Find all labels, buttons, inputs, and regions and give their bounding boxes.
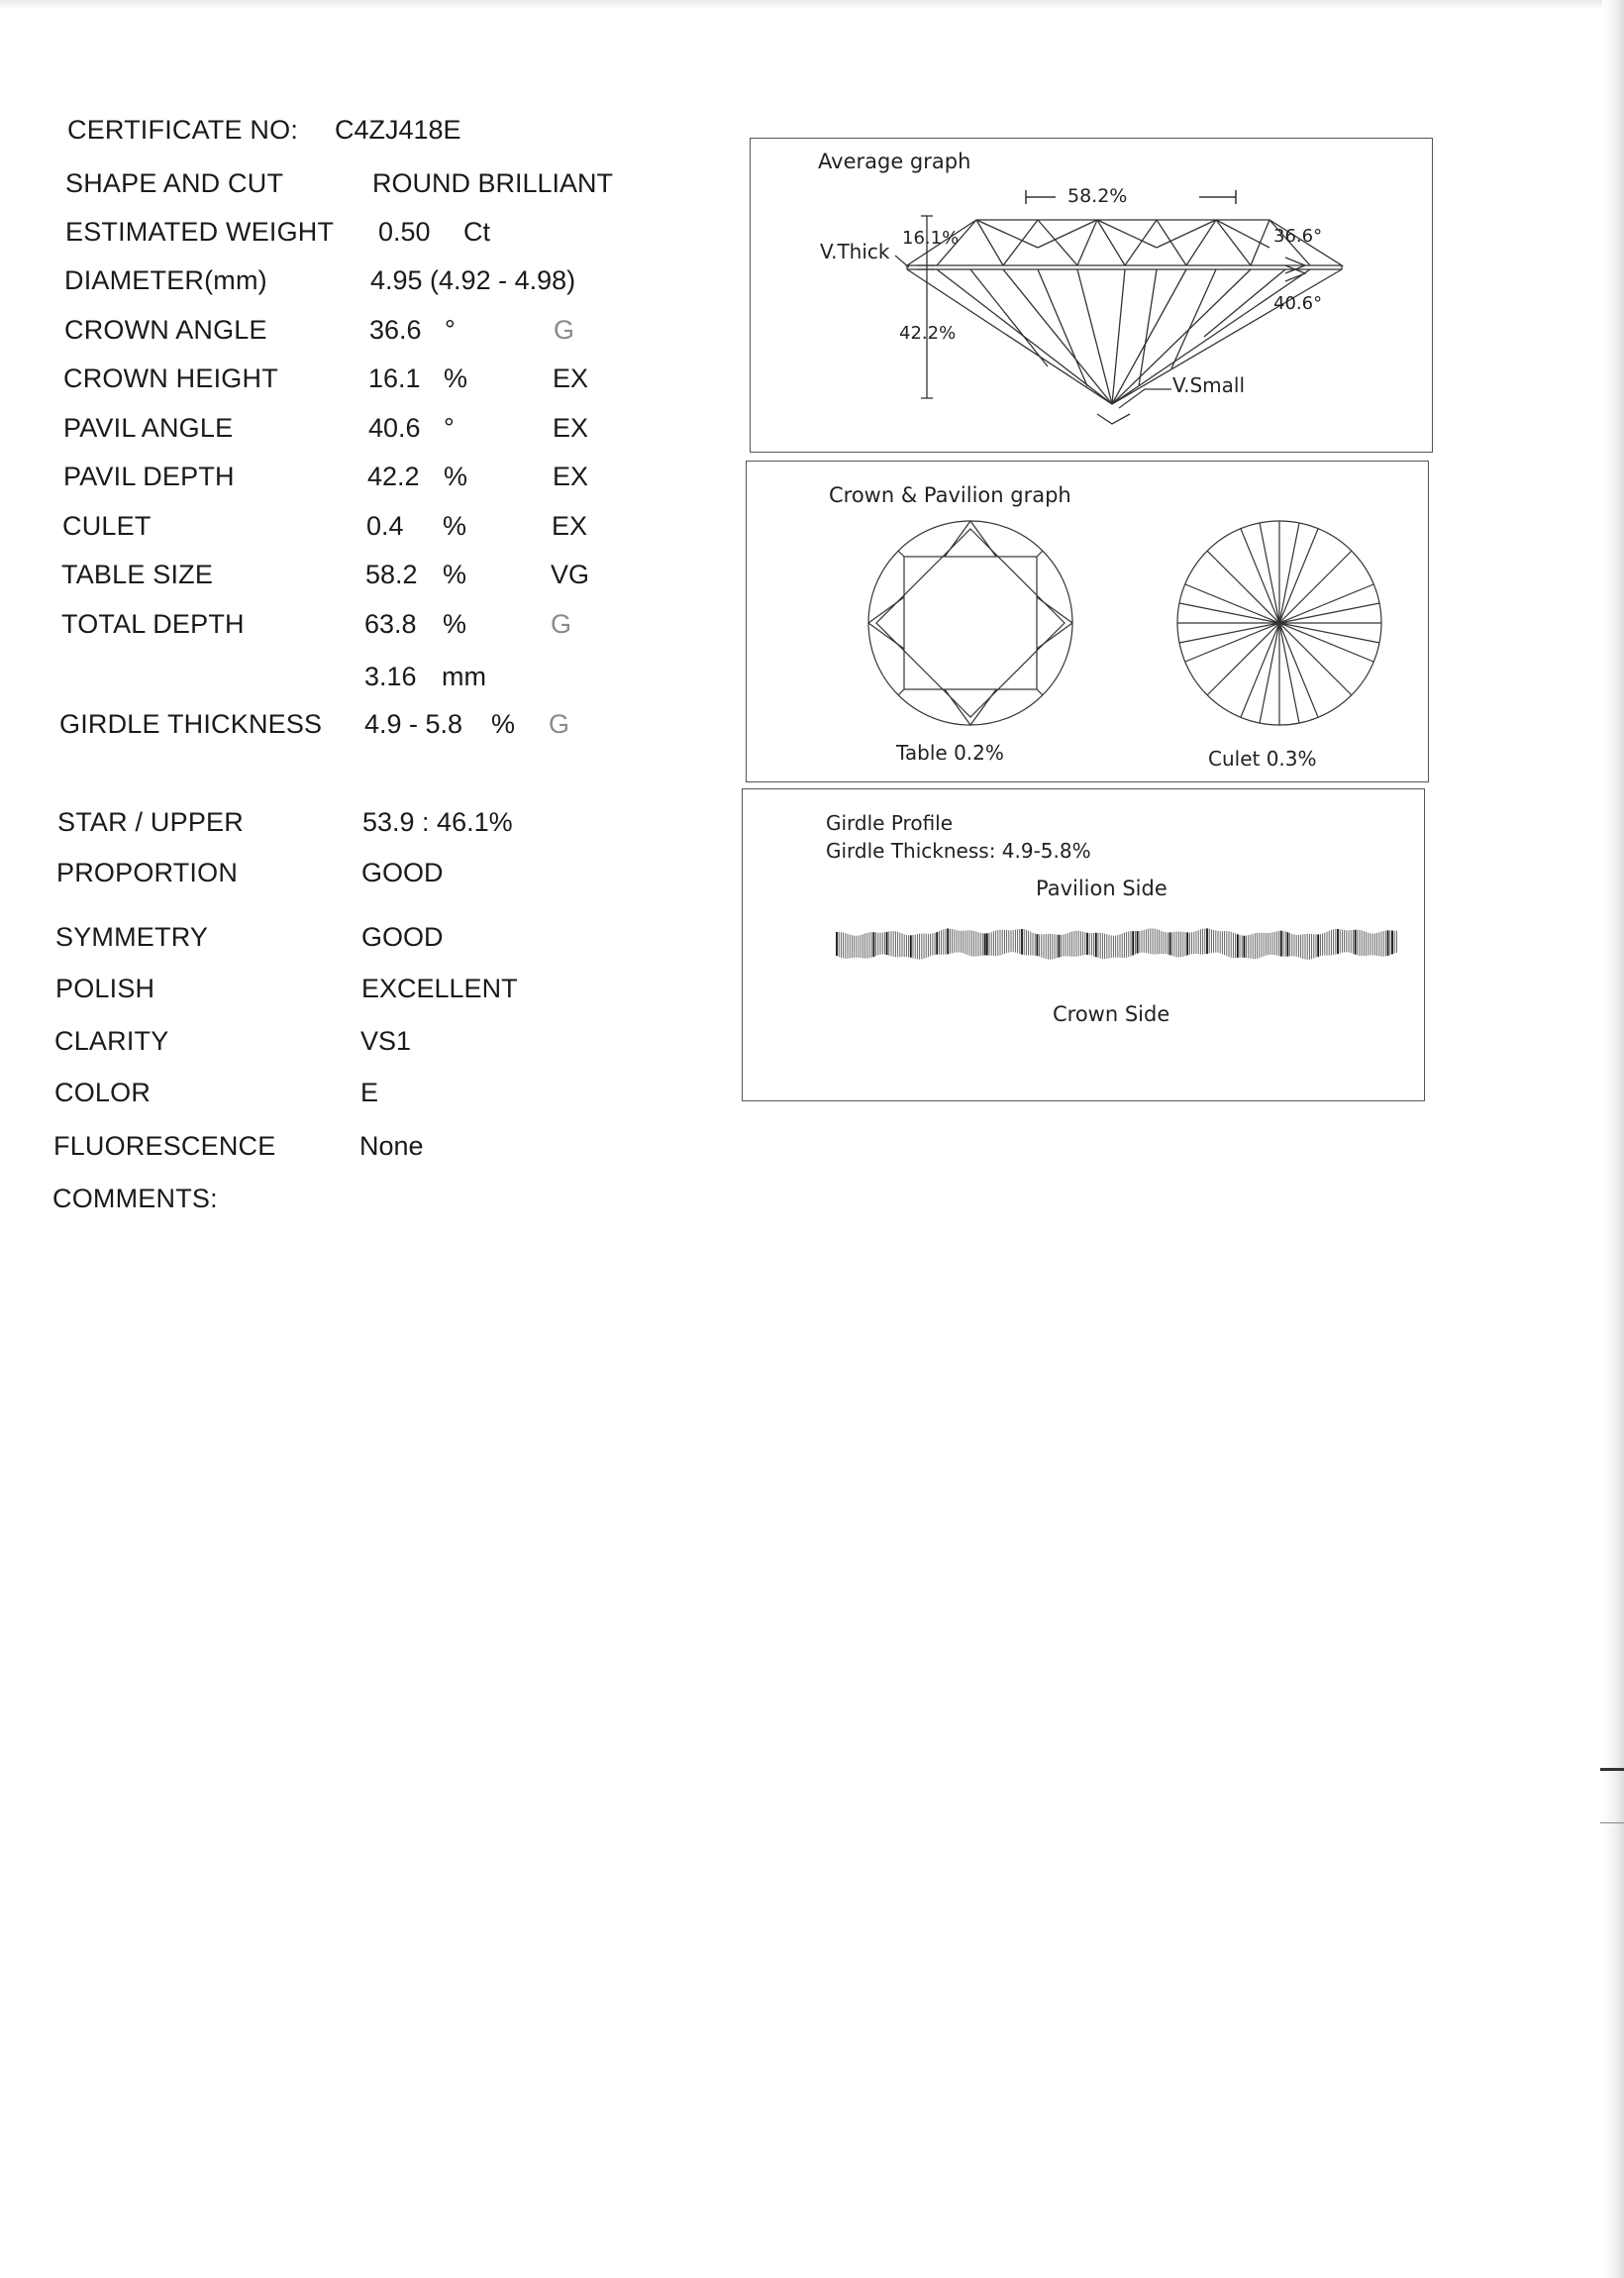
grading-value: VS1 bbox=[360, 1026, 412, 1056]
culet-label: V.Small bbox=[1172, 373, 1246, 397]
property-label: TABLE SIZE bbox=[61, 560, 214, 589]
property-label: SHAPE AND CUT bbox=[65, 168, 284, 198]
pavilion-side-label: Pavilion Side bbox=[1036, 877, 1167, 900]
page-edge bbox=[1602, 0, 1624, 2278]
girdle-profile-strip bbox=[743, 923, 1424, 983]
girdle-profile-panel bbox=[742, 788, 1425, 1101]
property-value: 0.50 bbox=[378, 217, 431, 247]
grading-value: GOOD bbox=[361, 858, 444, 887]
crown-view-diagram bbox=[868, 521, 1072, 725]
property-label: CROWN HEIGHT bbox=[63, 363, 278, 393]
property-grade: EX bbox=[552, 511, 588, 541]
property-label: PAVIL ANGLE bbox=[63, 413, 234, 443]
table-caption: Table 0.2% bbox=[896, 741, 1004, 765]
property-grade: EX bbox=[553, 363, 589, 393]
property-unit: % bbox=[444, 363, 468, 393]
grading-label: PROPORTION bbox=[56, 858, 239, 887]
property-unit: Ct bbox=[463, 217, 490, 247]
grading-value: GOOD bbox=[361, 922, 444, 952]
certificate-label: CERTIFICATE NO: bbox=[67, 115, 299, 145]
property-unit: % bbox=[443, 511, 467, 541]
property-value: 58.2 bbox=[365, 560, 418, 589]
property-label: PAVIL DEPTH bbox=[63, 462, 235, 491]
grading-value: EXCELLENT bbox=[361, 974, 518, 1003]
property-value: 4.9 - 5.8 bbox=[364, 709, 463, 739]
grading-label: FLUORESCENCE bbox=[53, 1131, 276, 1161]
grading-label: COLOR bbox=[54, 1078, 152, 1107]
property-grade: G bbox=[551, 609, 572, 639]
property-label: CULET bbox=[62, 511, 152, 541]
grading-label: SYMMETRY bbox=[55, 922, 209, 952]
grading-label: STAR / UPPER bbox=[57, 807, 244, 837]
property-value: ROUND BRILLIANT bbox=[372, 168, 614, 198]
property-label: CROWN ANGLE bbox=[64, 315, 267, 345]
property-grade: EX bbox=[553, 413, 589, 443]
grading-value: 53.9 : 46.1% bbox=[362, 807, 513, 837]
property-label: GIRDLE THICKNESS bbox=[59, 709, 323, 739]
property-unit: % bbox=[443, 609, 467, 639]
property-unit: % bbox=[443, 560, 467, 589]
property-label: ESTIMATED WEIGHT bbox=[65, 217, 335, 247]
girdle-thickness-label: Girdle Thickness: 4.9-5.8% bbox=[826, 839, 1091, 863]
property-label: TOTAL DEPTH bbox=[61, 609, 245, 639]
property-unit: ° bbox=[445, 315, 456, 345]
culet-caption: Culet 0.3% bbox=[1208, 747, 1317, 771]
property-value: 42.2 bbox=[367, 462, 420, 491]
crown-height-label: 16.1% bbox=[902, 228, 960, 249]
scan-edge-mark bbox=[1600, 1822, 1624, 1823]
crown-side-label: Crown Side bbox=[1053, 1002, 1170, 1026]
average-graph-title: Average graph bbox=[818, 150, 971, 173]
certificate-number: C4ZJ418E bbox=[335, 115, 461, 145]
property-unit: % bbox=[491, 709, 516, 739]
grading-label: POLISH bbox=[55, 974, 155, 1003]
property-label: DIAMETER(mm) bbox=[64, 265, 267, 295]
property-value: 0.4 bbox=[366, 511, 404, 541]
property-value: 16.1 bbox=[368, 363, 421, 393]
crown-pavilion-title: Crown & Pavilion graph bbox=[829, 483, 1071, 507]
property-unit: ° bbox=[444, 413, 455, 443]
property-value: 40.6 bbox=[368, 413, 421, 443]
property-value: 4.95 (4.92 - 4.98) bbox=[370, 265, 576, 295]
property-grade: G bbox=[549, 709, 570, 739]
pavilion-angle-label: 40.6° bbox=[1273, 293, 1323, 314]
property-grade: EX bbox=[553, 462, 589, 491]
property-unit: mm bbox=[442, 662, 486, 691]
grading-value: None bbox=[359, 1131, 424, 1161]
pavilion-depth-label: 42.2% bbox=[899, 323, 957, 344]
pavilion-view-diagram bbox=[1177, 521, 1381, 725]
grading-label: COMMENTS: bbox=[52, 1184, 218, 1213]
crown-pavilion-panel bbox=[746, 461, 1429, 782]
property-grade: VG bbox=[551, 560, 590, 589]
average-graph-panel bbox=[750, 138, 1433, 453]
property-value: 63.8 bbox=[364, 609, 417, 639]
property-unit: % bbox=[444, 462, 468, 491]
diamond-properties bbox=[0, 0, 733, 1288]
table-percent: 58.2% bbox=[1067, 185, 1128, 207]
property-value: 36.6 bbox=[369, 315, 422, 345]
grading-value: E bbox=[360, 1078, 379, 1107]
crown-angle-label: 36.6° bbox=[1273, 226, 1323, 247]
girdle-label: V.Thick bbox=[820, 240, 890, 263]
property-value: 3.16 bbox=[364, 662, 417, 691]
girdle-profile-title: Girdle Profile bbox=[826, 811, 954, 835]
grading-label: CLARITY bbox=[54, 1026, 169, 1056]
property-grade: G bbox=[554, 315, 575, 345]
scan-edge-mark bbox=[1600, 1768, 1624, 1771]
crown-pavilion-diagram bbox=[747, 462, 1428, 781]
